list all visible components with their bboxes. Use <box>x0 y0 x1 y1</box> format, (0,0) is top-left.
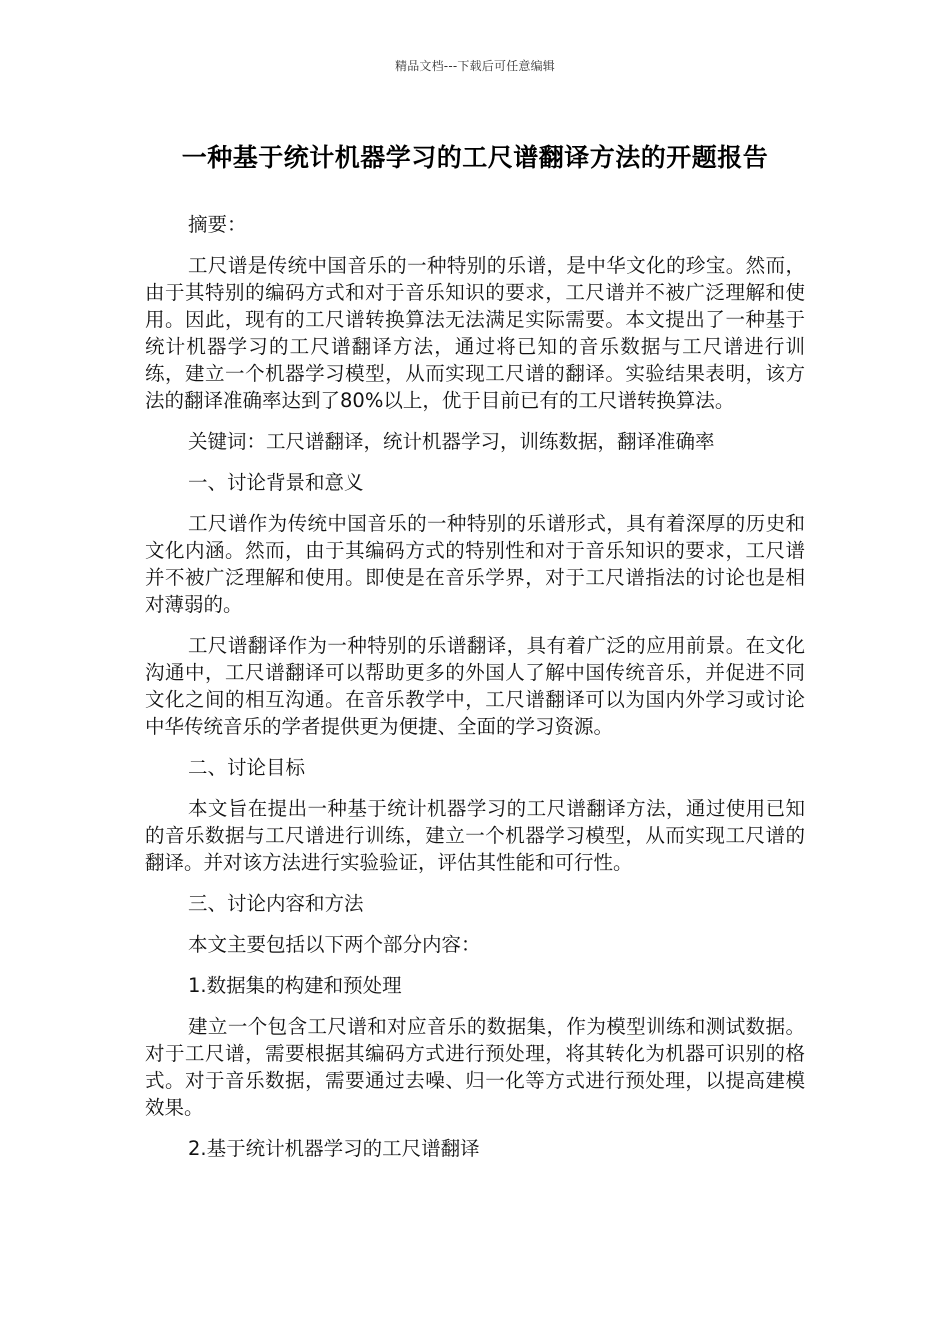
subsection-heading-ml-translation: 2.基于统计机器学习的工尺谱翻译 <box>188 1137 480 1160</box>
section-heading-background: 一、讨论背景和意义 <box>188 471 364 494</box>
abstract-paragraph: 工尺谱是传统中国音乐的一种特别的乐谱，是中华文化的珍宝。然而，由于其特别的编码方式和对于音乐知识的要求，工尺谱并不被广泛理解和使用。因此，现有的工尺谱转换算法无法满足实际需要。本文提出了一种基于统计机器学习的工尺谱翻译方法，通过将已知的音乐数据与工尺谱进行训练，建立一个机器学习模型，从而实现工尺谱的翻译。实验结果表明，该方法的翻译准确率达到了80%以上，优于目前已有的工尺谱转换算法。 <box>145 254 805 412</box>
subsection-heading-dataset: 1.数据集的构建和预处理 <box>188 974 402 997</box>
keywords-paragraph: 关键词：工尺谱翻译，统计机器学习，训练数据，翻译准确率 <box>188 430 715 453</box>
document-body <box>145 211 805 1176</box>
dataset-paragraph: 建立一个包含工尺谱和对应音乐的数据集，作为模型训练和测试数据。对于工尺谱，需要根据其编码方式进行预处理，将其转化为机器可识别的格式。对于音乐数据，需要通过去噪、归一化等方式进行预处理，以提高建模效果。 <box>145 1015 805 1119</box>
section-heading-methods: 三、讨论内容和方法 <box>188 892 364 915</box>
background-paragraph-2: 工尺谱翻译作为一种特别的乐谱翻译，具有着广泛的应用前景。在文化沟通中，工尺谱翻译可以帮助更多的外国人了解中国传统音乐，并促进不同文化之间的相互沟通。在音乐教学中，工尺谱翻译可以为国内外学习或讨论中华传统音乐的学者提供更为便捷、全面的学习资源。 <box>145 634 805 738</box>
header-note: 精品文档---下载后可任意编辑 <box>395 59 555 73</box>
document-title: 一种基于统计机器学习的工尺谱翻译方法的开题报告 <box>181 143 769 172</box>
background-paragraph-1: 工尺谱作为传统中国音乐的一种特别的乐谱形式，具有着深厚的历史和文化内涵。然而，由于其编码方式的特别性和对于音乐知识的要求，工尺谱并不被广泛理解和使用。即使是在音乐学界，对于工尺谱指法的讨论也是相对薄弱的。 <box>145 512 805 616</box>
methods-intro-paragraph: 本文主要包括以下两个部分内容： <box>188 933 481 956</box>
abstract-heading: 摘要： <box>188 213 247 236</box>
section-heading-goals: 二、讨论目标 <box>188 756 306 779</box>
goals-paragraph: 本文旨在提出一种基于统计机器学习的工尺谱翻译方法，通过使用已知的音乐数据与工尺谱进行训练，建立一个机器学习模型，从而实现工尺谱的翻译。并对该方法进行实验验证，评估其性能和可行性。 <box>145 797 805 874</box>
